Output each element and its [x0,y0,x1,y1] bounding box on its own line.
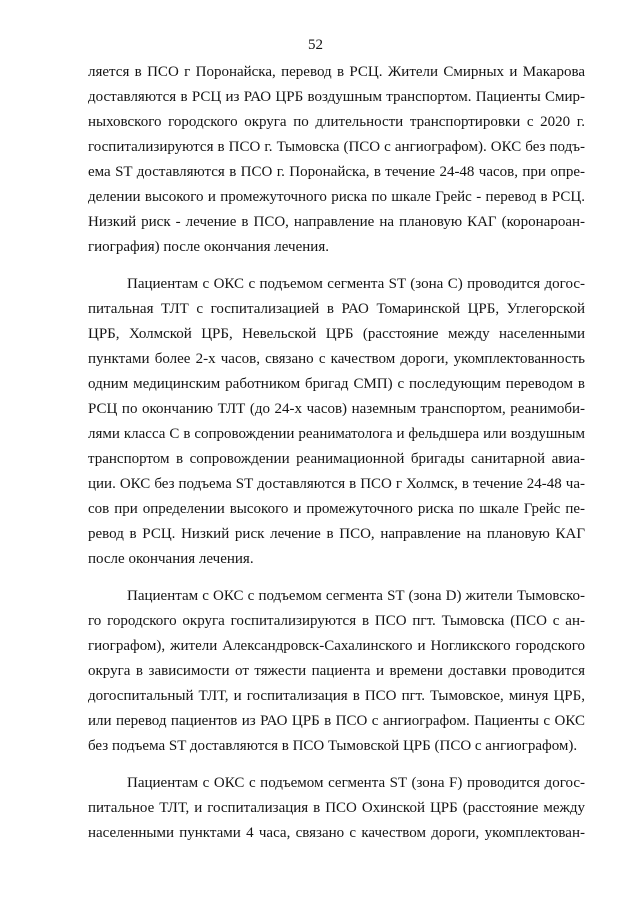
text-line: делении высокого и промежуточного риска по шкале Грейс - перевод в РСЦ. [88,189,585,205]
text-line: округа в зависимости от тяжести пациента и времени доставки проводится [88,663,585,679]
text-line: населенными пунктами 4 часа, связано с качеством дороги, укомплектован- [88,825,585,841]
text-line: лями класса С в сопровождении реаниматолога и фельдшера или воздушным [88,426,585,442]
text-line: РСЦ по окончанию ТЛТ (до 24-х часов) наземным транспортом, реанимоби- [88,401,585,417]
text-line: питальное ТЛТ, и госпитализация в ПСО Охинской ЦРБ (расстояние между [88,800,585,816]
paragraph [88,60,585,260]
text-line: го городского округа госпитализируются в ПСО пгт. Тымовска (ПСО с ан- [88,613,585,629]
paragraph [88,584,585,759]
text-line: пунктами более 2-х часов, связано с качеством дороги, укомплектованность [88,351,585,367]
text-line: ныховского городского округа по длительности транспортировки с 2020 г. [88,114,585,130]
text-line: Пациентам с ОКС с подъемом сегмента ST (зона D) жители Тымовско- [127,588,585,604]
page-number: 52 [308,37,323,53]
text-line: или перевод пациентов из РАО ЦРБ в ПСО с ангиографом. Пациенты с ОКС [88,713,585,729]
text-line: госпитализируются в ПСО г. Тымовска (ПСО с ангиографом). ОКС без подъ- [88,139,585,155]
text-line: Пациентам с ОКС с подъемом сегмента ST (зона С) проводится догос- [127,276,585,292]
document-body [88,60,585,858]
text-line: ции. ОКС без подъема ST доставляются в ПСО г Холмск, в течение 24-48 ча- [88,476,585,492]
text-line: ема ST доставляются в ПСО г. Поронайска, в течение 24-48 часов, при опре- [88,164,585,180]
text-line: догоспитальный ТЛТ, и госпитализация в ПСО пгт. Тымовское, минуя ЦРБ, [88,688,585,704]
text-line: после окончания лечения. [88,551,254,567]
text-line: питальная ТЛТ с госпитализацией в РАО Томаринской ЦРБ, Углегорской [88,301,585,317]
text-line: Пациентам с ОКС с подъемом сегмента ST (зона F) проводится догос- [127,775,585,791]
paragraph [88,771,585,846]
text-line: гиография) после окончания лечения. [88,239,329,255]
text-line: гиографом), жители Александровск-Сахалинского и Ногликского городского [88,638,585,654]
paragraph [88,272,585,572]
text-line: транспортом в сопровождении реанимационной бригады санитарной авиа- [88,451,585,467]
text-line: одним медицинским работником бригад СМП) с последующим переводом в [88,376,585,392]
text-line: сов при определении высокого и промежуточного риска по шкале Грейс пе- [88,501,585,517]
text-line: ляется в ПСО г Поронайска, перевод в РСЦ. Жители Смирных и Макарова [88,64,585,80]
text-line: доставляются в РСЦ из РАО ЦРБ воздушным транспортом. Пациенты Смир- [88,89,585,105]
text-line: без подъема ST доставляются в ПСО Тымовской ЦРБ (ПСО с ангиографом). [88,738,578,754]
text-line: Низкий риск - лечение в ПСО, направление на плановую КАГ (коронароан- [88,214,585,230]
text-line: ревод в РСЦ. Низкий риск лечение в ПСО, направление на плановую КАГ [88,526,585,542]
text-line: ЦРБ, Холмской ЦРБ, Невельской ЦРБ (расстояние между населенными [88,326,585,342]
